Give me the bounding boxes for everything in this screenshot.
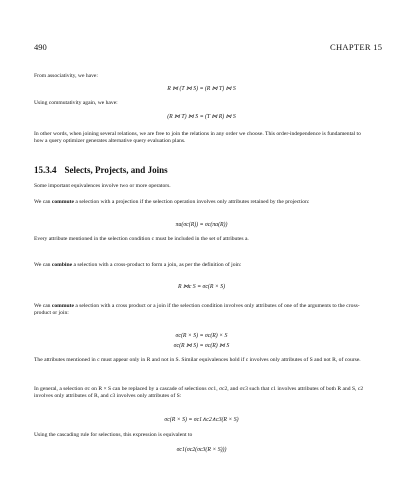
keyword-commute: commute (51, 199, 74, 205)
text-run: a selection with a projection if the selection operation involves only attributes retained by the projection: (73, 199, 310, 205)
keyword-combine: combine (51, 262, 73, 268)
equation-select-join: σc(R ⋈ S) ≡ σc(R) ⋈ S (173, 343, 230, 349)
paragraph-associativity: From associativity, we have: (34, 73, 98, 79)
paragraph-combine-join (34, 262, 369, 269)
equation-commutativity: (R ⋈ T) ⋈ S ≡ (T ⋈ R) ⋈ S (167, 114, 236, 120)
paragraph-order-independence: In other words, when joining several relations, we are free to join the relations in any order we choose. This order-independence is fundamental to how a query optimizer generates alternative query evaluation plans. (34, 131, 361, 145)
section-heading (34, 165, 168, 175)
text-run: a selection with a cross-product to form a join, as per the definition of join: (72, 262, 242, 268)
paragraph-cascading-rule: Using the cascading rule for selections, this expression is equivalent to (34, 432, 193, 438)
page-number: 490 (34, 42, 47, 52)
equation-cascade: σc(R × S) ≡ σc1∧c2∧c3(R × S) (164, 417, 239, 423)
paragraph-commute-cross (34, 303, 369, 318)
equation-select-cross: σc(R × S) ≡ σc(R) × S (175, 333, 228, 339)
section-title: Selects, Projects, and Joins (64, 165, 168, 175)
text-run: We can (34, 303, 52, 309)
equation-cascade-expanded: σc1(σc2(σc3(R × S))) (176, 447, 227, 453)
running-head-chapter: CHAPTER 15 (330, 42, 383, 52)
text-run: a selection with a cross product or a join if the selection condition involves only attributes of one of the arguments to the cross-product or join: (34, 303, 360, 317)
paragraph-commutativity: Using commutativity again, we have: (34, 100, 118, 106)
paragraph-attributes-r: The attributes mentioned in c must appear only in R and not in S. Similar equivalences hold if c involves only attributes of S and not R, of course. (34, 357, 361, 363)
text-run: We can (34, 262, 52, 268)
paragraph-attributes: Every attribute mentioned in the selection condition c must be included in the set of attributes a. (34, 236, 249, 242)
equation-join-definition: R ⋈c S ≡ σc(R × S) (177, 284, 226, 290)
equation-associativity: R ⋈ (T ⋈ S) ≡ (R ⋈ T) ⋈ S (167, 86, 236, 92)
paragraph-intro: Some important equivalences involve two or more operators. (34, 183, 171, 189)
paragraph-commute-projection (34, 199, 369, 206)
equation-select-project: πa(σc(R)) ≡ σc(πa(R)) (175, 222, 228, 228)
keyword-commute: commute (51, 303, 74, 309)
paragraph-cascade: In general, a selection σc on R × S can be replaced by a cascade of selections σc1, σc2, and σc3 such that c1 involves attributes of both R and S, c2 involves only attributes of R, and c3 involves only attributes of S: (34, 386, 364, 400)
text-run: We can (34, 199, 52, 205)
section-number: 15.3.4 (34, 165, 57, 175)
